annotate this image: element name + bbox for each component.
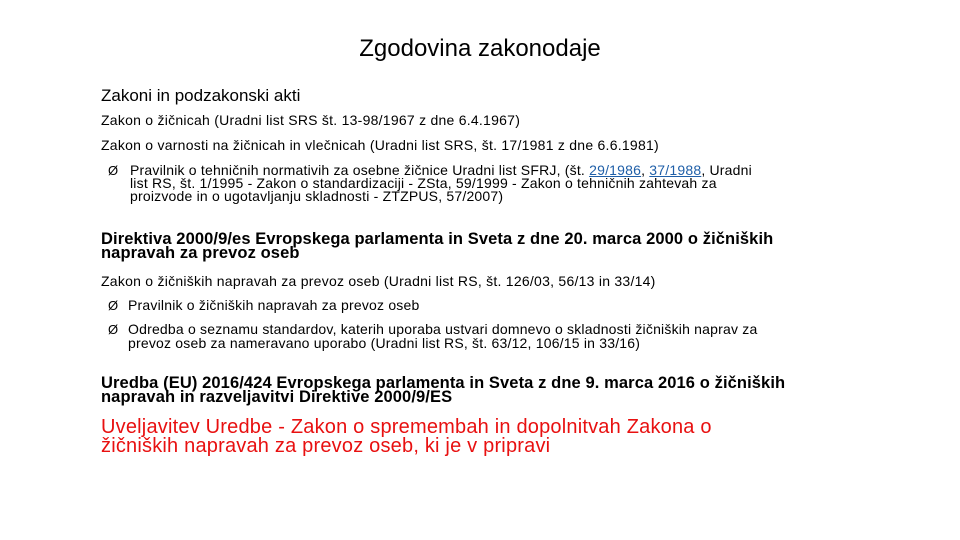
law-item-safety-act: Zakon o varnosti na žičnicah in vlečnicah (Uradni list SRS, št. 17/1981 z dne 6.6.1981): [101, 137, 659, 153]
bullet-text-line-3: proizvode in o ugotavljanju skladnosti - ZTZPUS, 57/2007): [130, 188, 504, 204]
regulation-heading-line-2: napravah in razveljavitvi Direktive 2000/9/ES: [101, 388, 453, 406]
bullet-arrow-icon: Ø: [108, 163, 119, 178]
regulation-heading-line-1: Uredba (EU) 2016/424 Evropskega parlamenta in Sveta z dne 9. marca 2016 o žičniških: [101, 374, 786, 392]
link-separator: ,: [641, 162, 650, 178]
directive-heading-line-1: Direktiva 2000/9/es Evropskega parlamenta in Sveta z dne 20. marca 2000 o žičniških: [101, 230, 774, 248]
bullet-text-line-1: Pravilnik o žičniških napravah za prevoz oseb: [128, 297, 420, 313]
bullet-text-line-2: list RS, št. 1/1995 - Zakon o standardizaciji - ZSta, 59/1999 - Zakon o tehničnih zahtevah za: [130, 175, 717, 191]
link-29-1986[interactable]: 29/1986: [589, 162, 642, 178]
page-title: Zgodovina zakonodaje: [359, 35, 601, 62]
law-item-cableway-installations-act: Zakon o žičniških napravah za prevoz oseb (Uradni list RS, št. 126/03, 56/13 in 33/14): [101, 273, 656, 289]
bullet-text-line-2: prevoz oseb za nameravano uporabo (Uradni list RS, št. 63/12, 106/15 in 33/16): [128, 335, 641, 351]
section-heading-laws: Zakoni in podzakonski akti: [101, 86, 301, 105]
directive-heading-line-2: napravah za prevoz oseb: [101, 244, 300, 262]
link-37-1988[interactable]: 37/1988: [649, 162, 702, 178]
amendment-note-line-1: Uveljavitev Uredbe - Zakon o spremembah in dopolnitvah Zakona o: [101, 416, 712, 438]
bullet-arrow-icon: Ø: [108, 322, 119, 337]
bullet-text-part: , Uradni: [701, 162, 752, 178]
law-item-cableways-act: Zakon o žičnicah (Uradni list SRS št. 13-98/1967 z dne 6.4.1967): [101, 112, 521, 128]
amendment-note-line-2: žičniških napravah za prevoz oseb, ki je v pripravi: [101, 435, 551, 457]
bullet-arrow-icon: Ø: [108, 298, 119, 313]
bullet-text-part: Pravilnik o tehničnih normativih za osebne žičnice Uradni list SFRJ, (št.: [130, 162, 590, 178]
bullet-text-line-1: Odredba o seznamu standardov, katerih uporaba ustvari domnevo o skladnosti žičniških naprav za: [128, 321, 758, 337]
